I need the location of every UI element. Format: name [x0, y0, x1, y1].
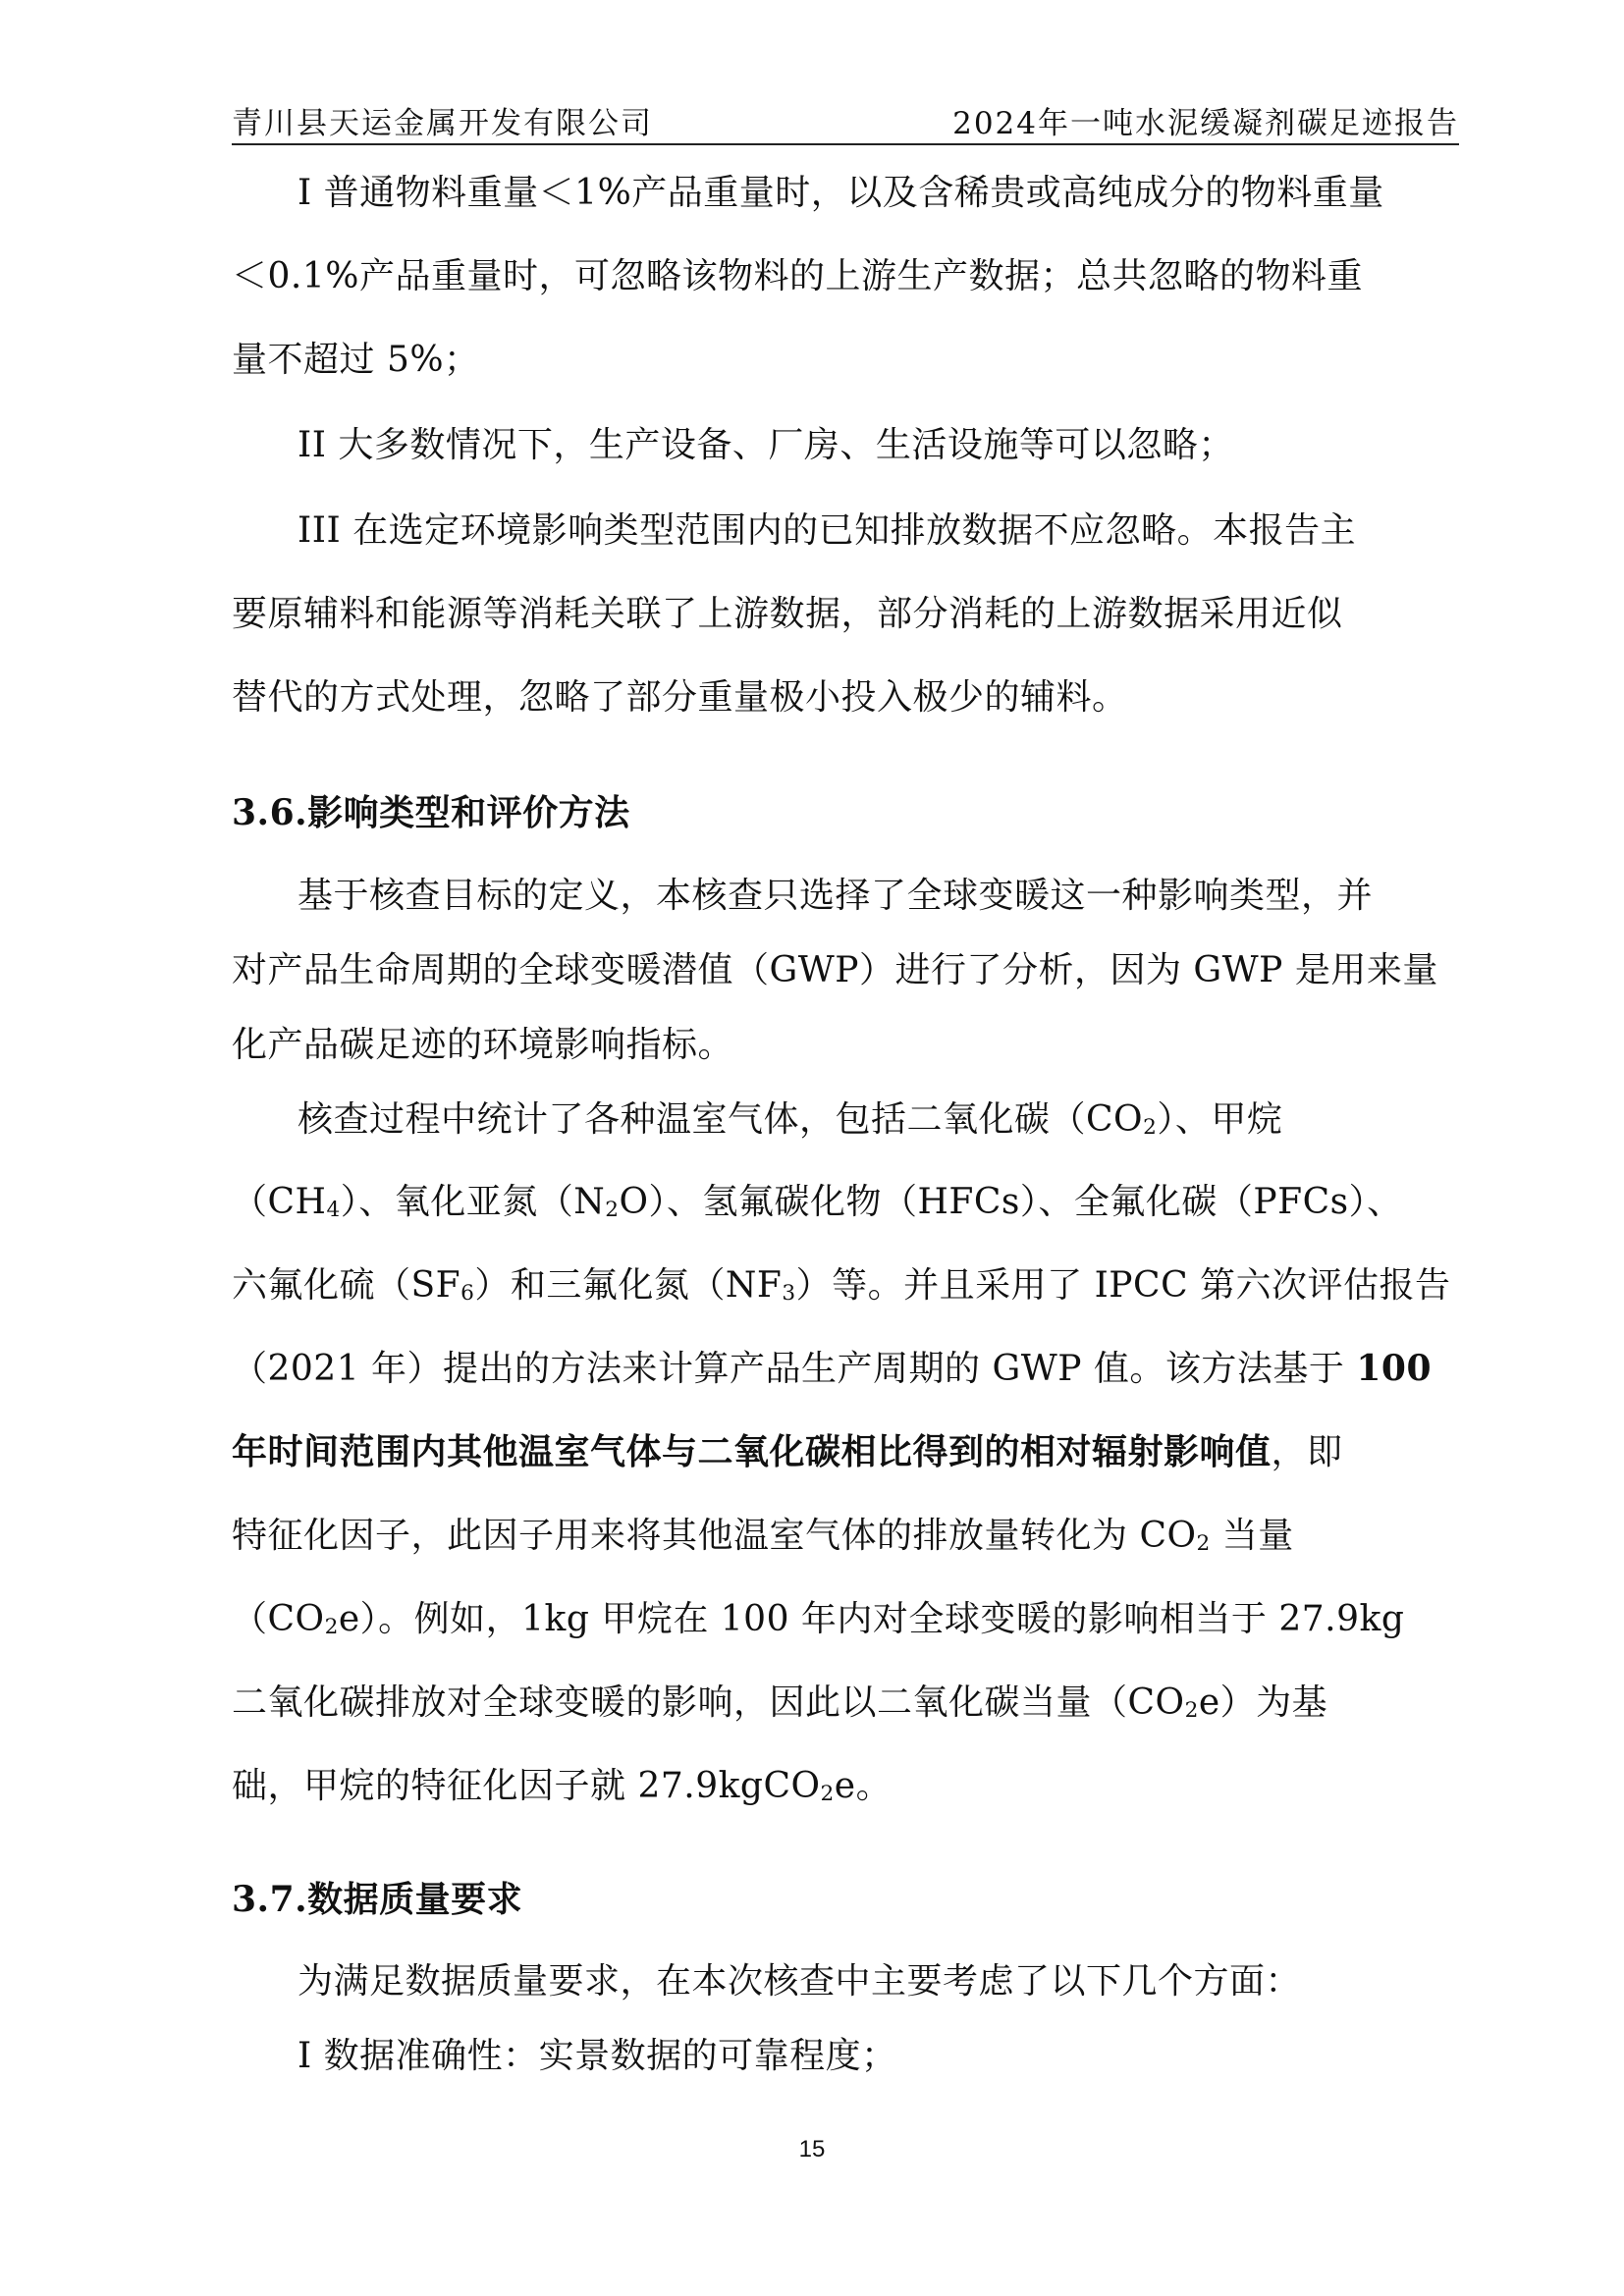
paragraph-line: ＜0.1%产品重量时，可忽略该物料的上游生产数据；总共忽略的物料重	[232, 256, 1363, 296]
paragraph-line: 替代的方式处理，忽略了部分重量极小投入极少的辅料。	[232, 677, 1128, 718]
paragraph-line: 础，甲烷的特征化因子就 27.9kgCO$_2$e。	[232, 1766, 893, 1806]
paragraph-line: 化产品碳足迹的环境影响指标。	[232, 1025, 734, 1065]
paragraph-line: 基于核查目标的定义，本核查只选择了全球变暖这一种影响类型，并	[298, 876, 1374, 916]
paragraph-line: II 大多数情况下，生产设备、厂房、生活设施等可以忽略；	[298, 425, 1234, 465]
paragraph-line: 二氧化碳排放对全球变暖的影响，因此以二氧化碳当量$(CO_2e)$为基	[232, 1682, 1328, 1723]
paragraph-line: 量不超过 5%；	[232, 340, 480, 380]
paragraph-line: $(CO_2e)$。例如，1kg 甲烷在 100 年内对全球变暖的影响相当于 27.9kg	[232, 1599, 1405, 1639]
paragraph-line: 年时间范围内其他温室气体与二氧化碳相比得到的相对辐射影响值，即	[232, 1431, 1343, 1472]
paragraph-line: 要原辅料和能源等消耗关联了上游数据，部分消耗的上游数据采用近似	[232, 594, 1343, 634]
paragraph-line: I 普通物料重量＜1%产品重量时，以及含稀贵或高纯成分的物料重量	[298, 173, 1384, 213]
page-number: 15	[798, 2136, 826, 2163]
paragraph-line: 对产品生命周期的全球变暖潜值（GWP）进行了分析，因为 GWP 是用来量	[232, 950, 1438, 990]
page-header	[232, 98, 1459, 141]
paragraph-line: 特征化因子，此因子用来将其他温室气体的排放量转化为 $CO_2$ 当量	[232, 1516, 1294, 1556]
paragraph-line: 核查过程中统计了各种温室气体，包括二氧化碳$(CO_2)$、甲烷	[298, 1099, 1283, 1140]
section-heading-3-7: 3.7.数据质量要求	[232, 1879, 523, 1920]
paragraph-line: $(CH_4)$、氧化亚氮$(N_2O)$、氢氟碳化物（HFCs）、全氟化碳（PFCs）、	[232, 1182, 1403, 1222]
section-heading-3-6: 3.6.影响类型和评价方法	[232, 792, 630, 833]
header-report-title: 2024年一吨水泥缓凝剂碳足迹报告	[952, 106, 1459, 141]
paragraph-line: I 数据准确性：实景数据的可靠程度；	[298, 2036, 897, 2076]
header-company: 青川县天运金属开发有限公司	[232, 106, 653, 141]
paragraph-line: （2021 年）提出的方法来计算产品生产周期的 GWP 值。该方法基于 100	[232, 1348, 1433, 1389]
paragraph-line: 为满足数据质量要求，在本次核查中主要考虑了以下几个方面：	[298, 1961, 1302, 2002]
paragraph-line: III 在选定环境影响类型范围内的已知排放数据不应忽略。本报告主	[298, 510, 1357, 551]
header-divider	[232, 143, 1459, 145]
paragraph-line: 六氟化硫$(SF_6)$和三氟化氮$(NF_3)$等。并且采用了 IPCC 第六次评估报告	[232, 1265, 1451, 1306]
